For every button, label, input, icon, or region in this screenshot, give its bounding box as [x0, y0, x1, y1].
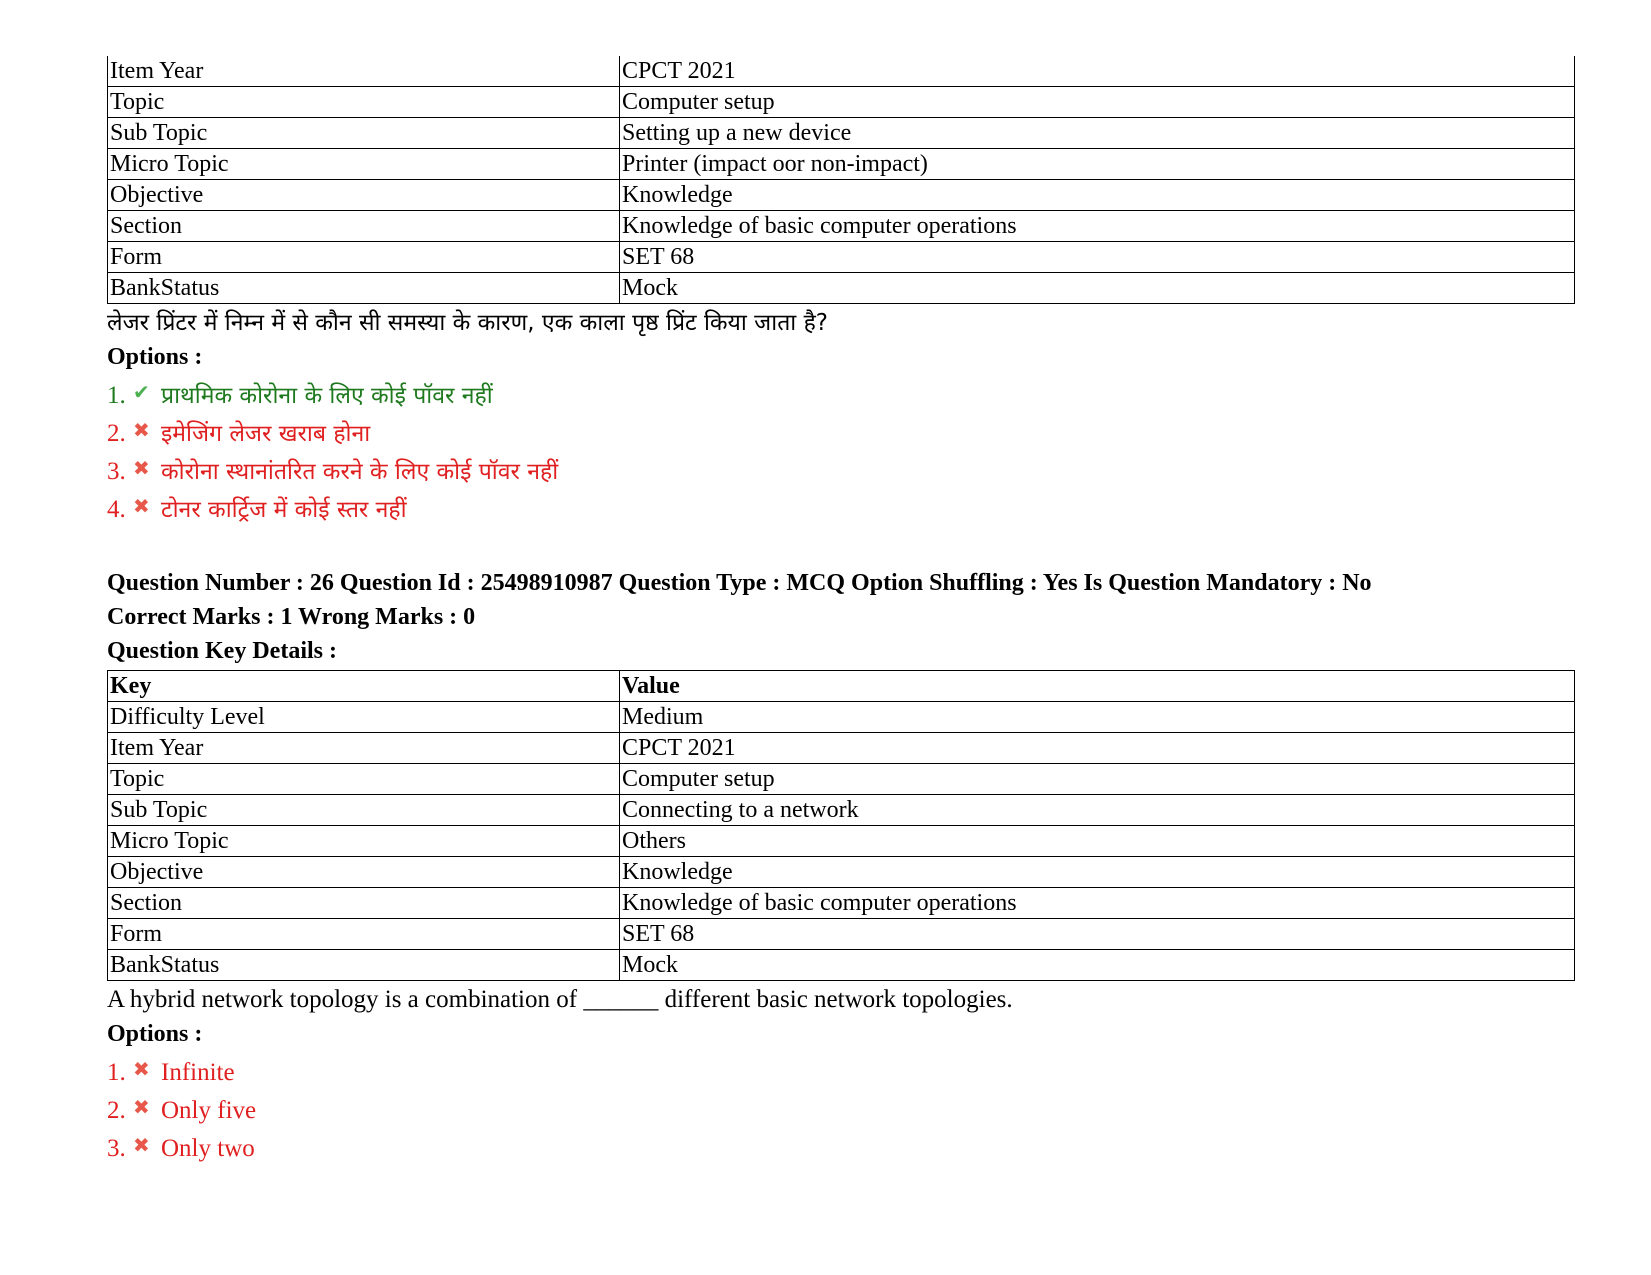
- table-row: Form SET 68: [108, 919, 1575, 950]
- q25-key-details-table: [107, 56, 1575, 304]
- table-row: BankStatus Mock: [108, 273, 1575, 304]
- option-number: 2.: [107, 420, 126, 447]
- q25-option-2: [107, 412, 1579, 450]
- q26-marks-line: Correct Marks : 1 Wrong Marks : 0: [107, 604, 476, 630]
- table-row: Item Year CPCT 2021: [108, 733, 1575, 764]
- q26-question-text: A hybrid network topology is a combination of ______ different basic network topologies.: [107, 986, 1013, 1013]
- option-text: प्राथमिक कोरोना के लिए कोई पॉवर नहीं: [161, 383, 493, 409]
- option-text: Only two: [161, 1135, 255, 1162]
- table-row: Micro Topic Others: [108, 826, 1575, 857]
- q25-option-1: [107, 374, 1579, 412]
- option-text: Infinite: [161, 1059, 235, 1086]
- table-header-row: Key Value: [108, 671, 1575, 702]
- q26-options-label: Options :: [107, 1021, 203, 1047]
- table-row: Sub Topic Connecting to a network: [108, 795, 1575, 826]
- table-row: Topic Computer setup: [108, 764, 1575, 795]
- option-number: 1.: [107, 1059, 126, 1086]
- table-row: Sub Topic Setting up a new device: [108, 118, 1575, 149]
- option-number: 4.: [107, 496, 126, 523]
- option-text: टोनर कार्ट्रिज में कोई स्तर नहीं: [161, 497, 407, 523]
- table-row: BankStatus Mock: [108, 950, 1575, 981]
- option-number: 3.: [107, 458, 126, 485]
- table-row: Objective Knowledge: [108, 180, 1575, 211]
- cross-icon: ✖: [133, 1057, 150, 1081]
- cross-icon: ✖: [133, 494, 150, 518]
- table-row: Item Year CPCT 2021: [108, 56, 1575, 87]
- q26-option-1: [107, 1051, 1579, 1089]
- check-icon: ✔: [133, 380, 150, 404]
- q26-key-details-table: [107, 670, 1575, 981]
- q25-question-text: लेजर प्रिंटर में निम्न में से कौन सी समस्या के कारण, एक काला पृष्ठ प्रिंट किया जाता है?: [107, 310, 828, 336]
- q25-options-label: Options :: [107, 344, 203, 370]
- cross-icon: ✖: [133, 418, 150, 442]
- q25-option-3: [107, 450, 1579, 488]
- question-paper-page: [107, 56, 1579, 1165]
- option-text: इमेजिंग लेजर खराब होना: [161, 421, 371, 447]
- cross-icon: ✖: [133, 456, 150, 480]
- cross-icon: ✖: [133, 1095, 150, 1119]
- q25-option-4: [107, 488, 1579, 526]
- q26-option-2: [107, 1089, 1579, 1127]
- q26-option-3: [107, 1127, 1579, 1165]
- table-row: Micro Topic Printer (impact oor non-impact): [108, 149, 1575, 180]
- option-number: 1.: [107, 382, 126, 409]
- option-number: 2.: [107, 1097, 126, 1124]
- table-row: Objective Knowledge: [108, 857, 1575, 888]
- table-row: Difficulty Level Medium: [108, 702, 1575, 733]
- q26-key-details-label: Question Key Details :: [107, 638, 337, 664]
- option-text: Only five: [161, 1097, 257, 1124]
- option-text: कोरोना स्थानांतरित करने के लिए कोई पॉवर नहीं: [161, 459, 559, 485]
- table-row: Form SET 68: [108, 242, 1575, 273]
- table-row: Section Knowledge of basic computer operations: [108, 888, 1575, 919]
- cross-icon: ✖: [133, 1133, 150, 1157]
- q26-meta-line: Question Number : 26 Question Id : 25498910987 Question Type : MCQ Option Shuffling : Yes Is Question Mandatory : No: [107, 570, 1372, 596]
- table-row: Section Knowledge of basic computer operations: [108, 211, 1575, 242]
- option-number: 3.: [107, 1135, 126, 1162]
- table-row: Topic Computer setup: [108, 87, 1575, 118]
